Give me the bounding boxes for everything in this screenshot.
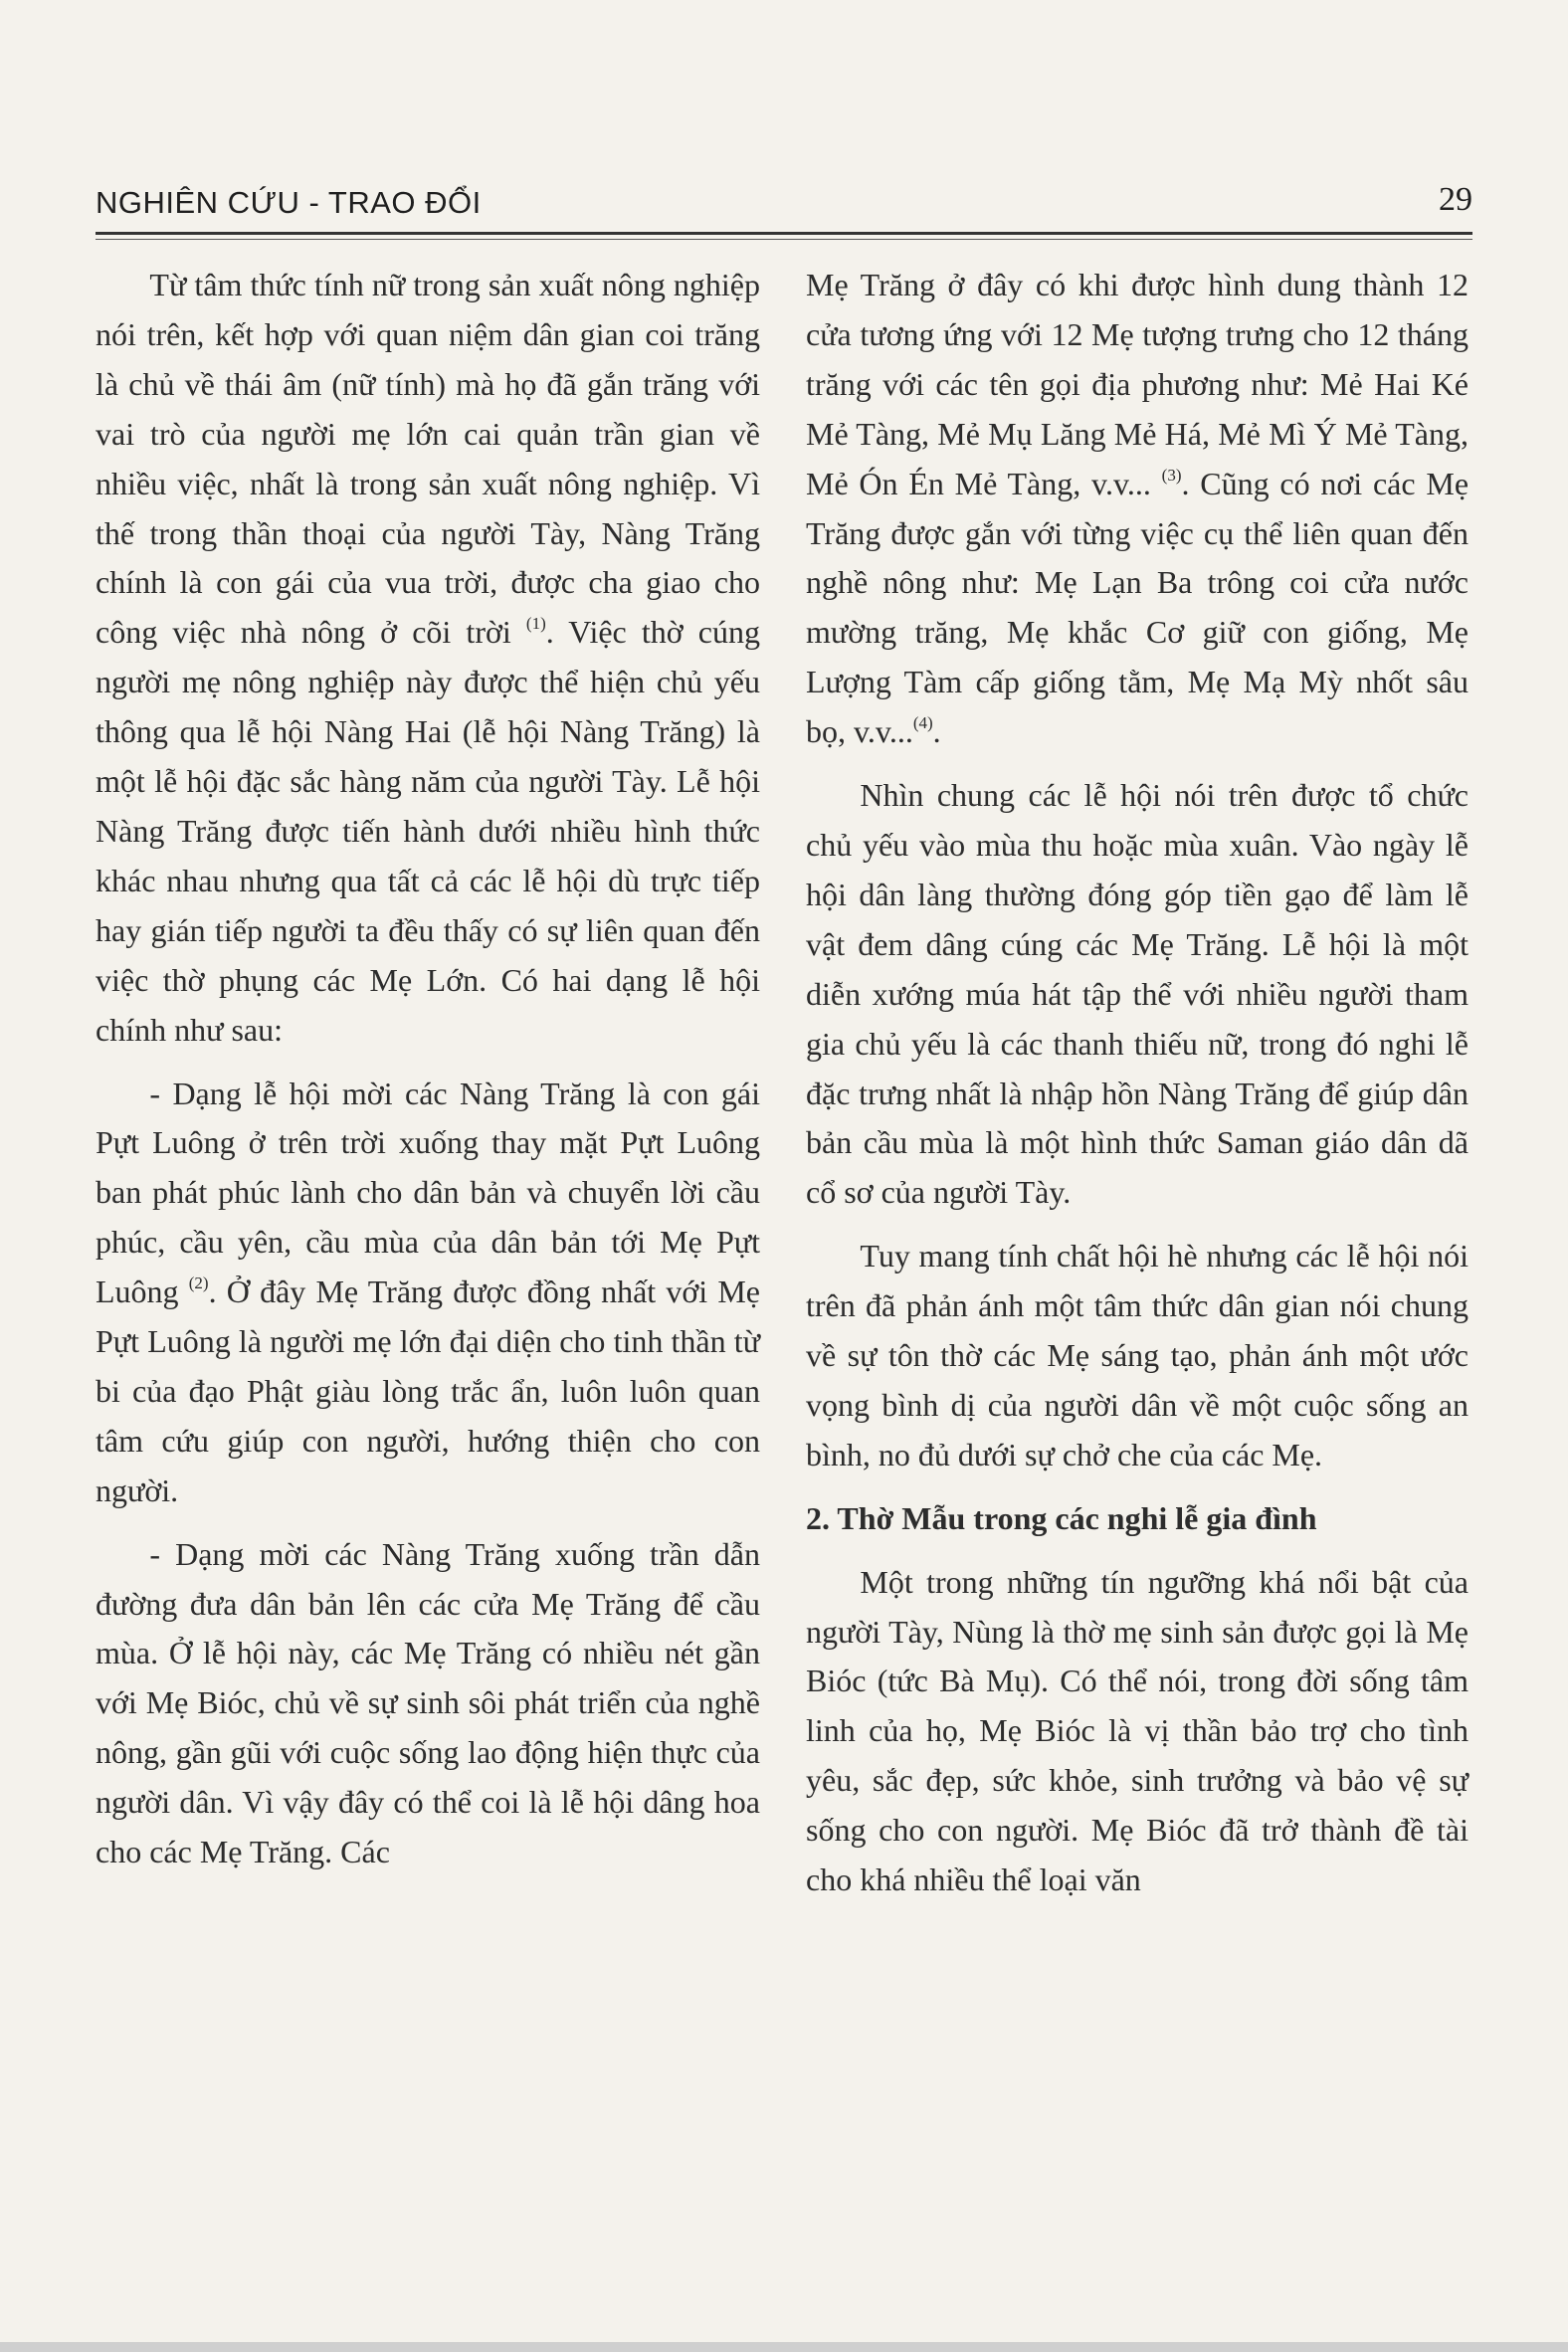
paragraph: - Dạng mời các Nàng Trăng xuống trần dẫn đường đưa dân bản lên các cửa Mẹ Trăng để cầu mùa. Ở lễ hội này, các Mẹ Trăng có nhiều nét gần với Mẹ Bióc, chủ về sự sinh sôi phát triển của nghề nông, gần gũi với cuộc sống lao động hiện thực của người dân. Vì vậy đây có thể coi là lễ hội dâng hoa cho các Mẹ Trăng. Các	[96, 1535, 760, 1870]
header-rule-thin	[96, 239, 1472, 240]
paragraph: Nhìn chung các lễ hội nói trên được tổ chức chủ yếu vào mùa thu hoặc mùa xuân. Vào ngày lễ hội dân làng thường đóng góp tiền gạo để làm lễ vật đem dâng cúng các Mẹ Trăng. Lễ hội là một diễn xướng múa hát tập thể với nhiều người tham gia chủ yếu là các thanh thiếu nữ, trong đó nghi lễ đặc trưng nhất là nhập hồn Nàng Trăng để giúp dân bản cầu mùa là một hình thức Saman giáo dân dã cổ sơ của người Tày.	[806, 777, 1469, 1211]
running-header-title: NGHIÊN CỨU - TRAO ĐỔI	[96, 185, 482, 220]
paragraph: Một trong những tín ngưỡng khá nổi bật của người Tày, Nùng là thờ mẹ sinh sản được gọi là Mẹ Bióc (tức Bà Mụ). Có thể nói, trong đời sống tâm linh của họ, Mẹ Bióc là vị thần bảo trợ cho tình yêu, sắc đẹp, sức khỏe, sinh trưởng và bảo vệ sự sống cho con người. Mẹ Bióc đã trở thành đề tài cho khá nhiều thể loại văn	[806, 1563, 1469, 1898]
left-column	[96, 261, 760, 1877]
footnote-ref: (2)	[188, 1274, 209, 1293]
paragraph: Mẹ Trăng ở đây có khi được hình dung thành 12 cửa tương ứng với 12 Mẹ tượng trưng cho 12 tháng trăng với các tên gọi địa phương như: Mẻ Hai Ké Mẻ Tàng, Mẻ Mụ Lăng Mẻ Há, Mẻ Mì Ý Mẻ Tàng, Mẻ Ón Én Mẻ Tàng, v.v... $^{(3)}$. Cũng có nơi các Mẹ Trăng được gắn với từng việc cụ thể liên quan đến nghề nông như: Mẹ Lạn Ba trông coi cửa nước mường trăng, Mẹ khắc Cơ giữ con giống, Mẹ Lượng Tàm cấp giống tằm, Mẹ Mạ Mỳ nhốt sâu bọ, v.v...$^{(4)}$.	[806, 267, 1470, 750]
right-column	[806, 261, 1469, 1905]
page-header	[96, 181, 1472, 235]
paragraph: Tuy mang tính chất hội hè nhưng các lễ hội nói trên đã phản ánh một tâm thức dân gian nói chung về sự tôn thờ các Mẹ sáng tạo, phản ánh một ước vọng bình dị của người dân về một cuộc sống an bình, no đủ dưới sự chở che của các Mẹ.	[806, 1238, 1469, 1472]
footnote-ref: (1)	[525, 614, 546, 634]
header-rule-thick	[96, 232, 1472, 235]
footnote-ref: (4)	[912, 713, 933, 733]
page-number: 29	[1439, 181, 1472, 218]
scan-bottom-edge	[0, 2342, 1568, 2352]
footnote-ref: (3)	[1161, 465, 1182, 485]
paragraph: Từ tâm thức tính nữ trong sản xuất nông nghiệp nói trên, kết hợp với quan niệm dân gian coi trăng là chủ về thái âm (nữ tính) mà họ đã gắn trăng với vai trò của người mẹ lớn cai quản trần gian về nhiều việc, nhất là trong sản xuất nông nghiệp. Vì thế trong thần thoại của người Tày, Nàng Trăng chính là con gái của vua trời, được cha giao cho công việc nhà nông ở cõi trời $^{(1)}$. Việc thờ cúng người mẹ nông nghiệp này được thể hiện chủ yếu thông qua lễ hội Nàng Hai (lễ hội Nàng Trăng) là một lễ hội đặc sắc hàng năm của người Tày. Lễ hội Nàng Trăng được tiến hành dưới nhiều hình thức khác nhau nhưng qua tất cả các lễ hội dù trực tiếp hay gián tiếp người ta đều thấy có sự liên quan đến việc thờ phụng các Mẹ Lớn. Có hai dạng lễ hội chính như sau:	[96, 267, 761, 1048]
section-heading: 2. Thờ Mẫu trong các nghi lễ gia đình	[806, 1499, 1317, 1536]
paragraph: - Dạng lễ hội mời các Nàng Trăng là con gái Pựt Luông ở trên trời xuống thay mặt Pựt Luông ban phát phúc lành cho dân bản và chuyển lời cầu phúc, cầu yên, cầu mùa của dân bản tới Mẹ Pựt Luông $^{(2)}$. Ở đây Mẹ Trăng được đồng nhất với Mẹ Pựt Luông là người mẹ lớn đại diện cho tinh thần từ bi của đạo Phật giàu lòng trắc ẩn, luôn luôn quan tâm cứu giúp con người, hướng thiện cho con người.	[96, 1075, 761, 1508]
